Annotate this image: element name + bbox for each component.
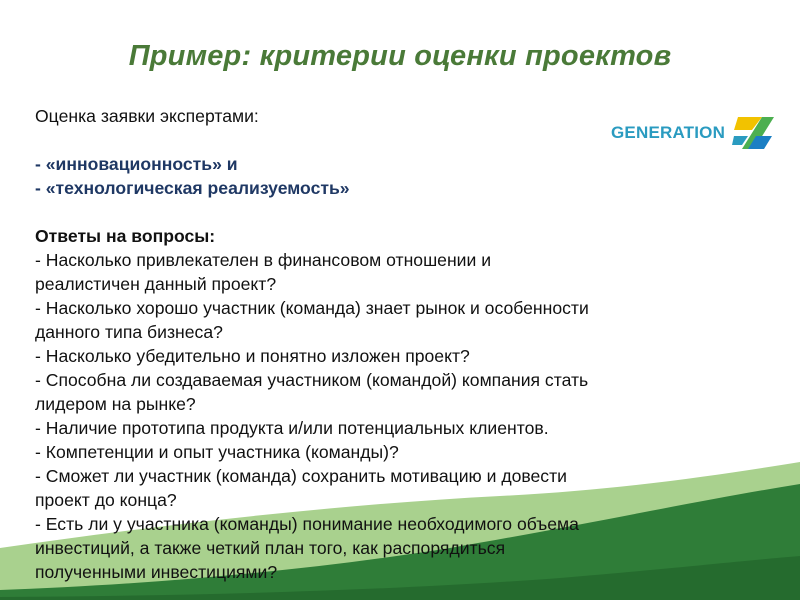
slide-title: Пример: критерии оценки проектов	[128, 40, 672, 72]
question-line: - Есть ли у участника (команды) понимание необходимого объема	[35, 514, 579, 534]
question-line: - Насколько привлекателен в финансовом отношении и	[35, 250, 492, 270]
question-line: лидером на рынке?	[35, 394, 196, 414]
answers-heading: Ответы на вопросы:	[35, 226, 216, 246]
spacer	[35, 200, 770, 224]
question-line: инвестиций, а также четкий план того, как распорядиться	[35, 538, 506, 558]
logo-text: GENERATION	[611, 123, 726, 142]
question-line: - Способна ли создаваемая участником (командой) компания стать	[35, 370, 589, 390]
question-line: - Насколько убедительно и понятно изложен проект?	[35, 346, 470, 366]
criterion-feasibility: - «технологическая реализуемость»	[35, 178, 350, 198]
question-line: проект до конца?	[35, 490, 177, 510]
intro-text: Оценка заявки экспертами:	[35, 106, 259, 126]
question-line: - Наличие прототипа продукта и/или потенциальных клиентов.	[35, 418, 549, 438]
question-line: - Насколько хорошо участник (команда) знает рынок и особенности	[35, 298, 589, 318]
question-line: данного типа бизнеса?	[35, 322, 223, 342]
question-line: реалистичен данный проект?	[35, 274, 277, 294]
question-line: - Компетенции и опыт участника (команды)?	[35, 442, 399, 462]
question-line: полученными инвестициями?	[35, 562, 278, 582]
question-line: - Сможет ли участник (команда) сохранить мотивацию и довести	[35, 466, 567, 486]
criterion-innovation: - «инновационность» и	[35, 154, 238, 174]
slide-body	[35, 104, 770, 584]
spacer	[35, 128, 770, 152]
